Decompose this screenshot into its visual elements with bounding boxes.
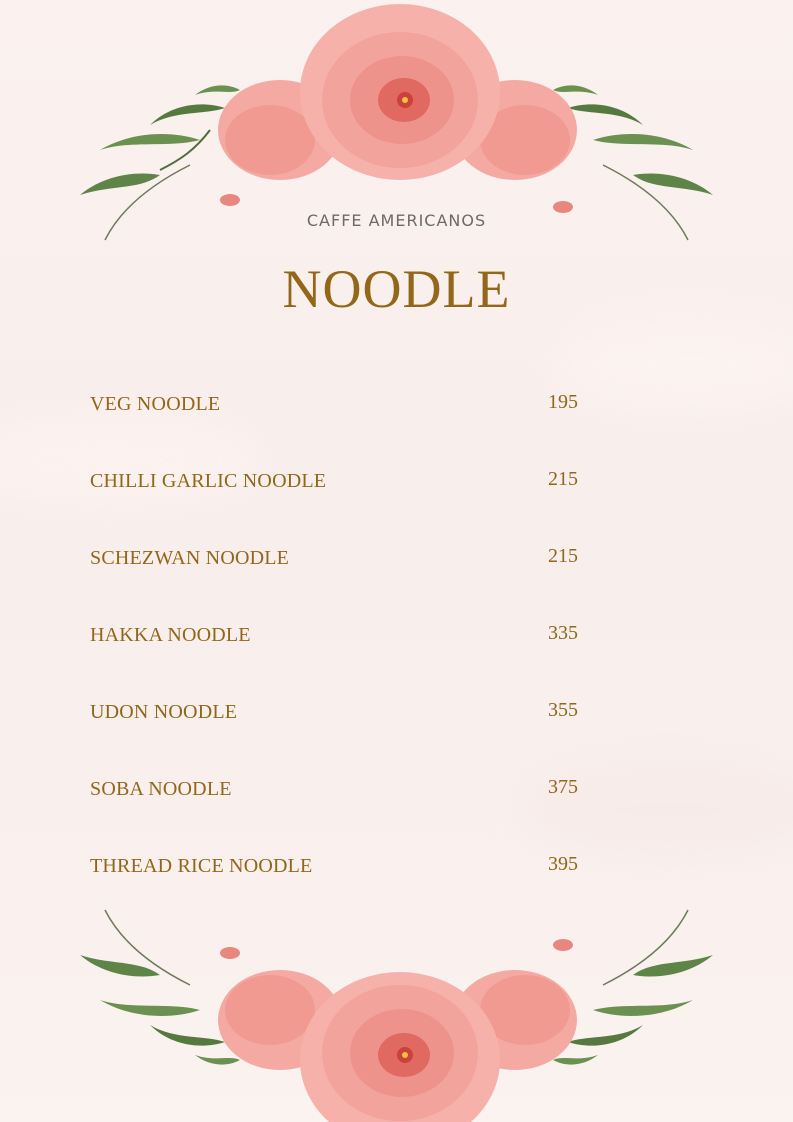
menu-item [90, 616, 610, 693]
brand-name: CAFFE AMERICANOS [306, 211, 487, 230]
menu-item-name: CHILLI GARLIC NOODLE [90, 470, 327, 492]
rose-icon [218, 4, 577, 213]
menu-item-price: 335 [548, 622, 578, 644]
menu-item-name: HAKKA NOODLE [90, 624, 251, 646]
bottom-floral-decoration [70, 905, 723, 1122]
menu-item-price: 215 [548, 545, 578, 567]
rose-icon [218, 939, 577, 1122]
menu-item-name: SCHEZWAN NOODLE [90, 547, 290, 569]
menu-item-name: SOBA NOODLE [90, 778, 232, 800]
menu-list [90, 385, 610, 924]
menu-item-price: 215 [548, 468, 578, 490]
menu-item-name: THREAD RICE NOODLE [90, 855, 313, 877]
menu-item [90, 385, 610, 462]
menu-item-name: UDON NOODLE [90, 701, 238, 723]
menu-item [90, 539, 610, 616]
menu-item-price: 375 [548, 776, 578, 798]
menu-item-price: 195 [548, 391, 578, 413]
menu-item [90, 693, 610, 770]
menu-item [90, 770, 610, 847]
menu-item [90, 462, 610, 539]
menu-item-price: 355 [548, 699, 578, 721]
page-title: NOODLE [282, 259, 511, 319]
menu-item-name: VEG NOODLE [90, 393, 221, 415]
menu-item-price: 395 [548, 853, 578, 875]
